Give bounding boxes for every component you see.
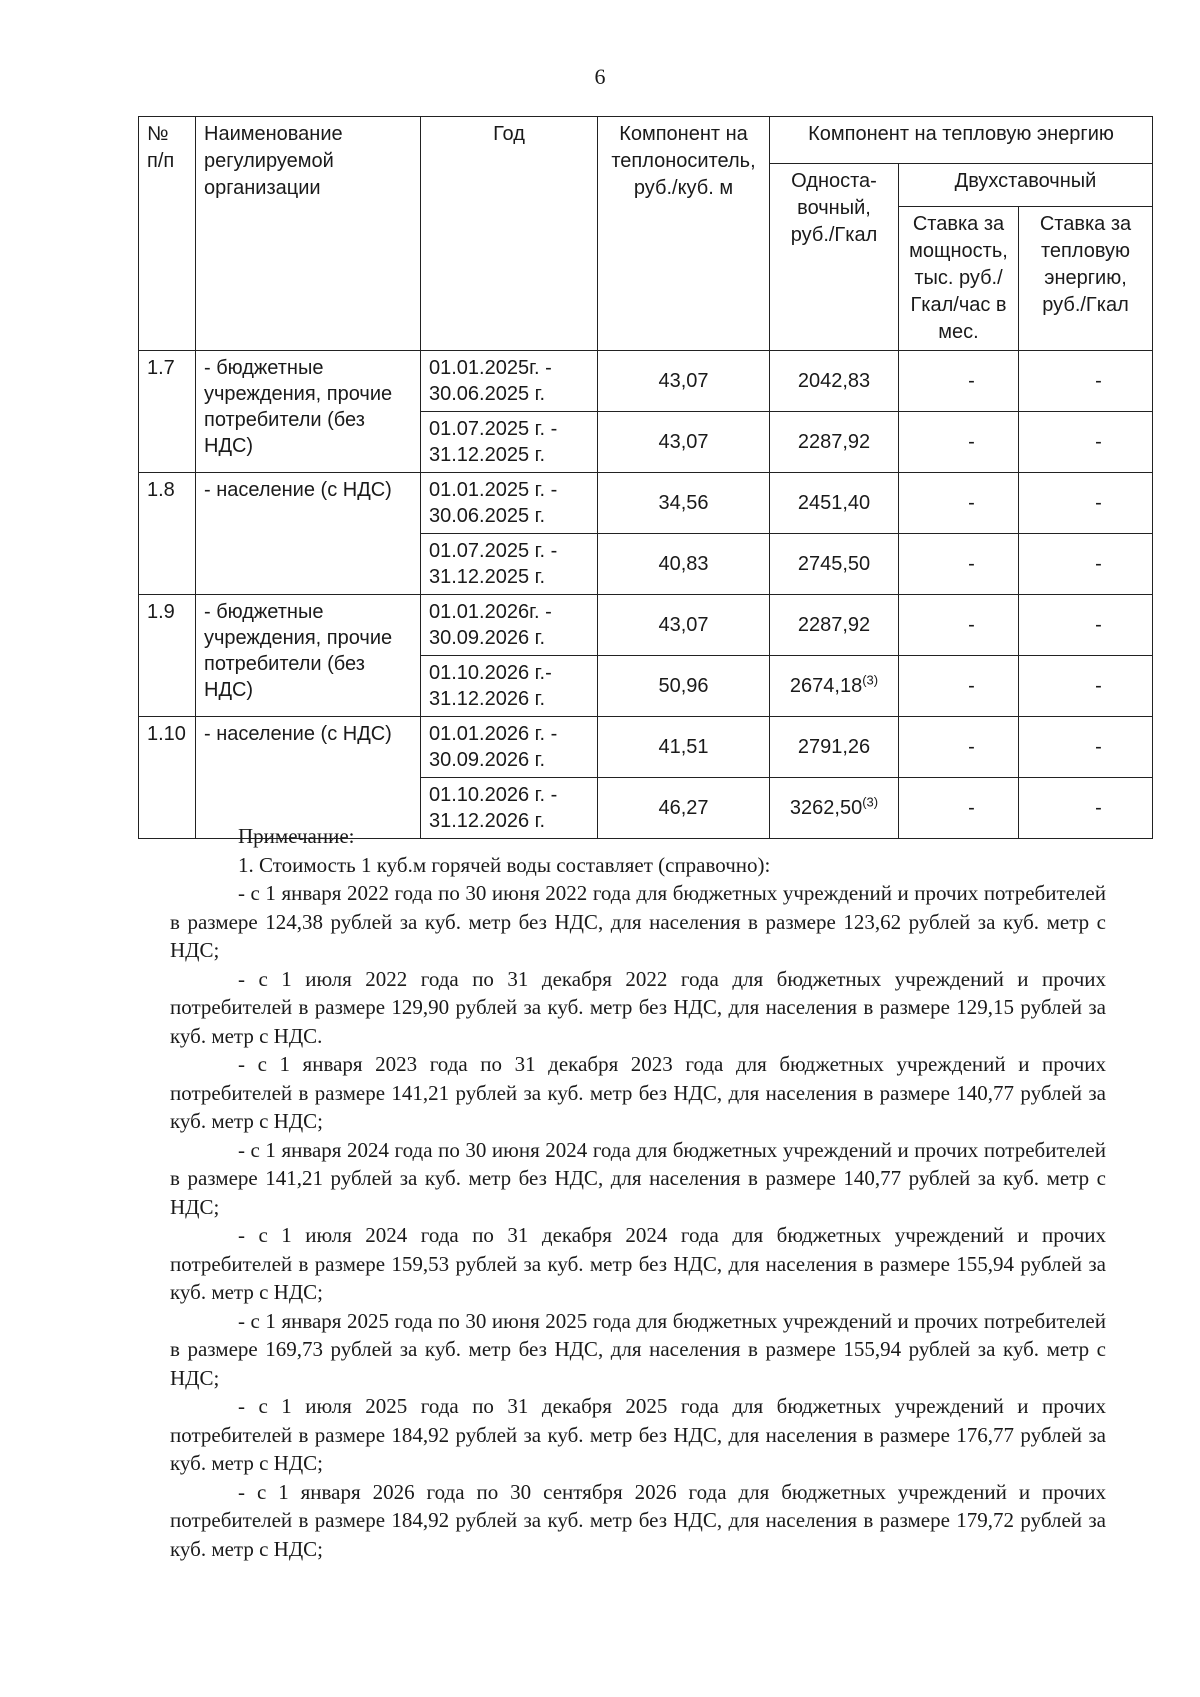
cell-capacity-value: - bbox=[968, 797, 975, 819]
cell-carrier: 50,96 bbox=[598, 656, 770, 717]
cell-energy-value: - bbox=[1095, 553, 1102, 575]
cell-carrier: 43,07 bbox=[598, 595, 770, 656]
cell-capacity bbox=[899, 534, 1019, 595]
notes-paragraph: - с 1 июля 2022 года по 31 декабря 2022 года для бюджетных учреждений и прочих потребителей в размере 129,90 рублей за куб. метр без НДС, для населения в размере 129,15 рублей за куб. метр с НДС. bbox=[170, 966, 1106, 1048]
cell-carrier: 41,51 bbox=[598, 717, 770, 778]
cell-capacity-value: - bbox=[968, 431, 975, 453]
cell-num: 1.9 bbox=[139, 595, 196, 717]
cell-capacity-value: - bbox=[968, 553, 975, 575]
table-header bbox=[139, 117, 1153, 351]
cell-energy bbox=[1019, 595, 1153, 656]
notes-paragraph: - с 1 июля 2025 года по 31 декабря 2025 года для бюджетных учреждений и прочих потребителей в размере 184,92 рублей за куб. метр без НДС, для населения в размере 176,77 рублей за куб. метр с НДС; bbox=[170, 1394, 1106, 1475]
cell-single-value: 2287,92 bbox=[797, 614, 871, 636]
page-number: 6 bbox=[594, 64, 606, 89]
cell-num: 1.10 bbox=[139, 717, 196, 839]
cell-single bbox=[770, 595, 899, 656]
cell-carrier: 46,27 bbox=[598, 778, 770, 839]
cell-period: 01.07.2025 г. - 31.12.2025 г. bbox=[421, 412, 598, 473]
header-two-rate: Двухставочный bbox=[899, 164, 1153, 207]
cell-energy-value: - bbox=[1095, 431, 1102, 453]
cell-capacity bbox=[899, 656, 1019, 717]
cell-org: - бюджетные учреждения, прочие потребители (без НДС) bbox=[196, 351, 421, 473]
cell-period: 01.01.2026 г. - 30.09.2026 г. bbox=[421, 717, 598, 778]
header-single: Односта-вочный, руб./Гкал bbox=[770, 164, 899, 351]
header-num: № п/п bbox=[139, 117, 196, 351]
table-body bbox=[139, 351, 1153, 839]
notes-section bbox=[170, 822, 1106, 1563]
cell-single-value: 3262,50 bbox=[789, 797, 863, 819]
header-heat: Компонент на тепловую энергию bbox=[770, 117, 1153, 164]
table-row bbox=[139, 595, 1153, 656]
cell-energy-value: - bbox=[1095, 797, 1102, 819]
cell-capacity bbox=[899, 717, 1019, 778]
cell-capacity-value: - bbox=[968, 492, 975, 514]
cell-period: 01.10.2026 г.- 31.12.2026 г. bbox=[421, 656, 598, 717]
cell-org: - население (с НДС) bbox=[196, 473, 421, 595]
notes-paragraph: - с 1 января 2024 года по 30 июня 2024 года для бюджетных учреждений и прочих потребителей в размере 141,21 рублей за куб. метр без НДС, для населения в размере 140,77 рублей за куб. метр с НДС; bbox=[170, 1137, 1106, 1219]
cell-period: 01.01.2026г. - 30.09.2026 г. bbox=[421, 595, 598, 656]
notes-paragraphs bbox=[170, 879, 1106, 1563]
cell-energy bbox=[1019, 656, 1153, 717]
notes-paragraph: - с 1 июля 2024 года по 31 декабря 2024 года для бюджетных учреждений и прочих потребителей в размере 159,53 рублей за куб. метр без НДС, для населения в размере 155,94 рублей за куб. метр с НДС; bbox=[170, 1223, 1106, 1304]
tariff-table bbox=[138, 116, 1153, 839]
cell-single-value: 2287,92 bbox=[797, 431, 871, 453]
cell-capacity-value: - bbox=[968, 614, 975, 636]
notes-title: Примечание: bbox=[238, 824, 355, 848]
cell-num: 1.8 bbox=[139, 473, 196, 595]
table-row bbox=[139, 473, 1153, 534]
notes-paragraph: - с 1 января 2025 года по 30 июня 2025 года для бюджетных учреждений и прочих потребителей в размере 169,73 рублей за куб. метр без НДС, для населения в размере 155,94 рублей за куб. метр с НДС; bbox=[170, 1308, 1106, 1390]
notes-paragraph: - с 1 января 2022 года по 30 июня 2022 года для бюджетных учреждений и прочих потребителей в размере 124,38 рублей за куб. метр без НДС, для населения в размере 123,62 рублей за куб. метр с НДС; bbox=[170, 881, 1106, 962]
footnote-mark: (3) bbox=[862, 672, 879, 688]
cell-energy bbox=[1019, 534, 1153, 595]
cell-single-value: 2042,83 bbox=[797, 370, 871, 392]
cell-capacity-value: - bbox=[968, 675, 975, 697]
cell-single-value: 2745,50 bbox=[797, 553, 871, 575]
header-carrier: Компонент на теплоноситель, руб./куб. м bbox=[598, 117, 770, 351]
notes-paragraph: - с 1 января 2026 года по 30 сентября 2026 года для бюджетных учреждений и прочих потребителей в размере 184,92 рублей за куб. метр без НДС, для населения в размере 179,72 рублей за куб. метр с НДС; bbox=[170, 1479, 1106, 1561]
cell-energy-value: - bbox=[1095, 370, 1102, 392]
cell-period: 01.10.2026 г. - 31.12.2026 г. bbox=[421, 778, 598, 839]
cell-capacity-value: - bbox=[968, 370, 975, 392]
cell-energy bbox=[1019, 717, 1153, 778]
cell-period: 01.07.2025 г. - 31.12.2025 г. bbox=[421, 534, 598, 595]
cell-energy bbox=[1019, 473, 1153, 534]
cell-single bbox=[770, 717, 899, 778]
cell-capacity bbox=[899, 595, 1019, 656]
cell-period: 01.01.2025г. - 30.06.2025 г. bbox=[421, 351, 598, 412]
cell-energy-value: - bbox=[1095, 736, 1102, 758]
header-org: Наименование регулируемой организации bbox=[196, 117, 421, 351]
cell-carrier: 43,07 bbox=[598, 412, 770, 473]
cell-single bbox=[770, 534, 899, 595]
header-year: Год bbox=[421, 117, 598, 351]
cell-single-value: 2674,18 bbox=[789, 675, 863, 697]
cell-carrier: 40,83 bbox=[598, 534, 770, 595]
cell-energy bbox=[1019, 351, 1153, 412]
cell-org: - население (с НДС) bbox=[196, 717, 421, 839]
cell-capacity bbox=[899, 473, 1019, 534]
notes-paragraph: - с 1 января 2023 года по 31 декабря 2023 года для бюджетных учреждений и прочих потребителей в размере 141,21 рублей за куб. метр без НДС, для населения в размере 140,77 рублей за куб. метр с НДС; bbox=[170, 1052, 1106, 1133]
header-capacity: Ставка за мощность, тыс. руб./ Гкал/час в мес. bbox=[899, 207, 1019, 351]
footnote-mark: (3) bbox=[862, 794, 879, 810]
cell-capacity bbox=[899, 351, 1019, 412]
cell-single bbox=[770, 351, 899, 412]
cell-single-value: 2451,40 bbox=[797, 492, 871, 514]
cell-period: 01.01.2025 г. - 30.06.2025 г. bbox=[421, 473, 598, 534]
cell-capacity-value: - bbox=[968, 736, 975, 758]
cell-energy bbox=[1019, 412, 1153, 473]
cell-carrier: 43,07 bbox=[598, 351, 770, 412]
cell-single bbox=[770, 412, 899, 473]
cell-single bbox=[770, 656, 899, 717]
cell-energy-value: - bbox=[1095, 614, 1102, 636]
table-row bbox=[139, 717, 1153, 778]
cell-num: 1.7 bbox=[139, 351, 196, 473]
cell-capacity bbox=[899, 412, 1019, 473]
header-energy: Ставка за тепловую энергию, руб./Гкал bbox=[1019, 207, 1153, 351]
cell-carrier: 34,56 bbox=[598, 473, 770, 534]
cell-single bbox=[770, 473, 899, 534]
table-row bbox=[139, 351, 1153, 412]
cell-energy-value: - bbox=[1095, 675, 1102, 697]
cell-org: - бюджетные учреждения, прочие потребители (без НДС) bbox=[196, 595, 421, 717]
cell-single-value: 2791,26 bbox=[797, 736, 871, 758]
cell-energy-value: - bbox=[1095, 492, 1102, 514]
notes-item-1: 1. Стоимость 1 куб.м горячей воды составляет (справочно): bbox=[238, 852, 771, 877]
